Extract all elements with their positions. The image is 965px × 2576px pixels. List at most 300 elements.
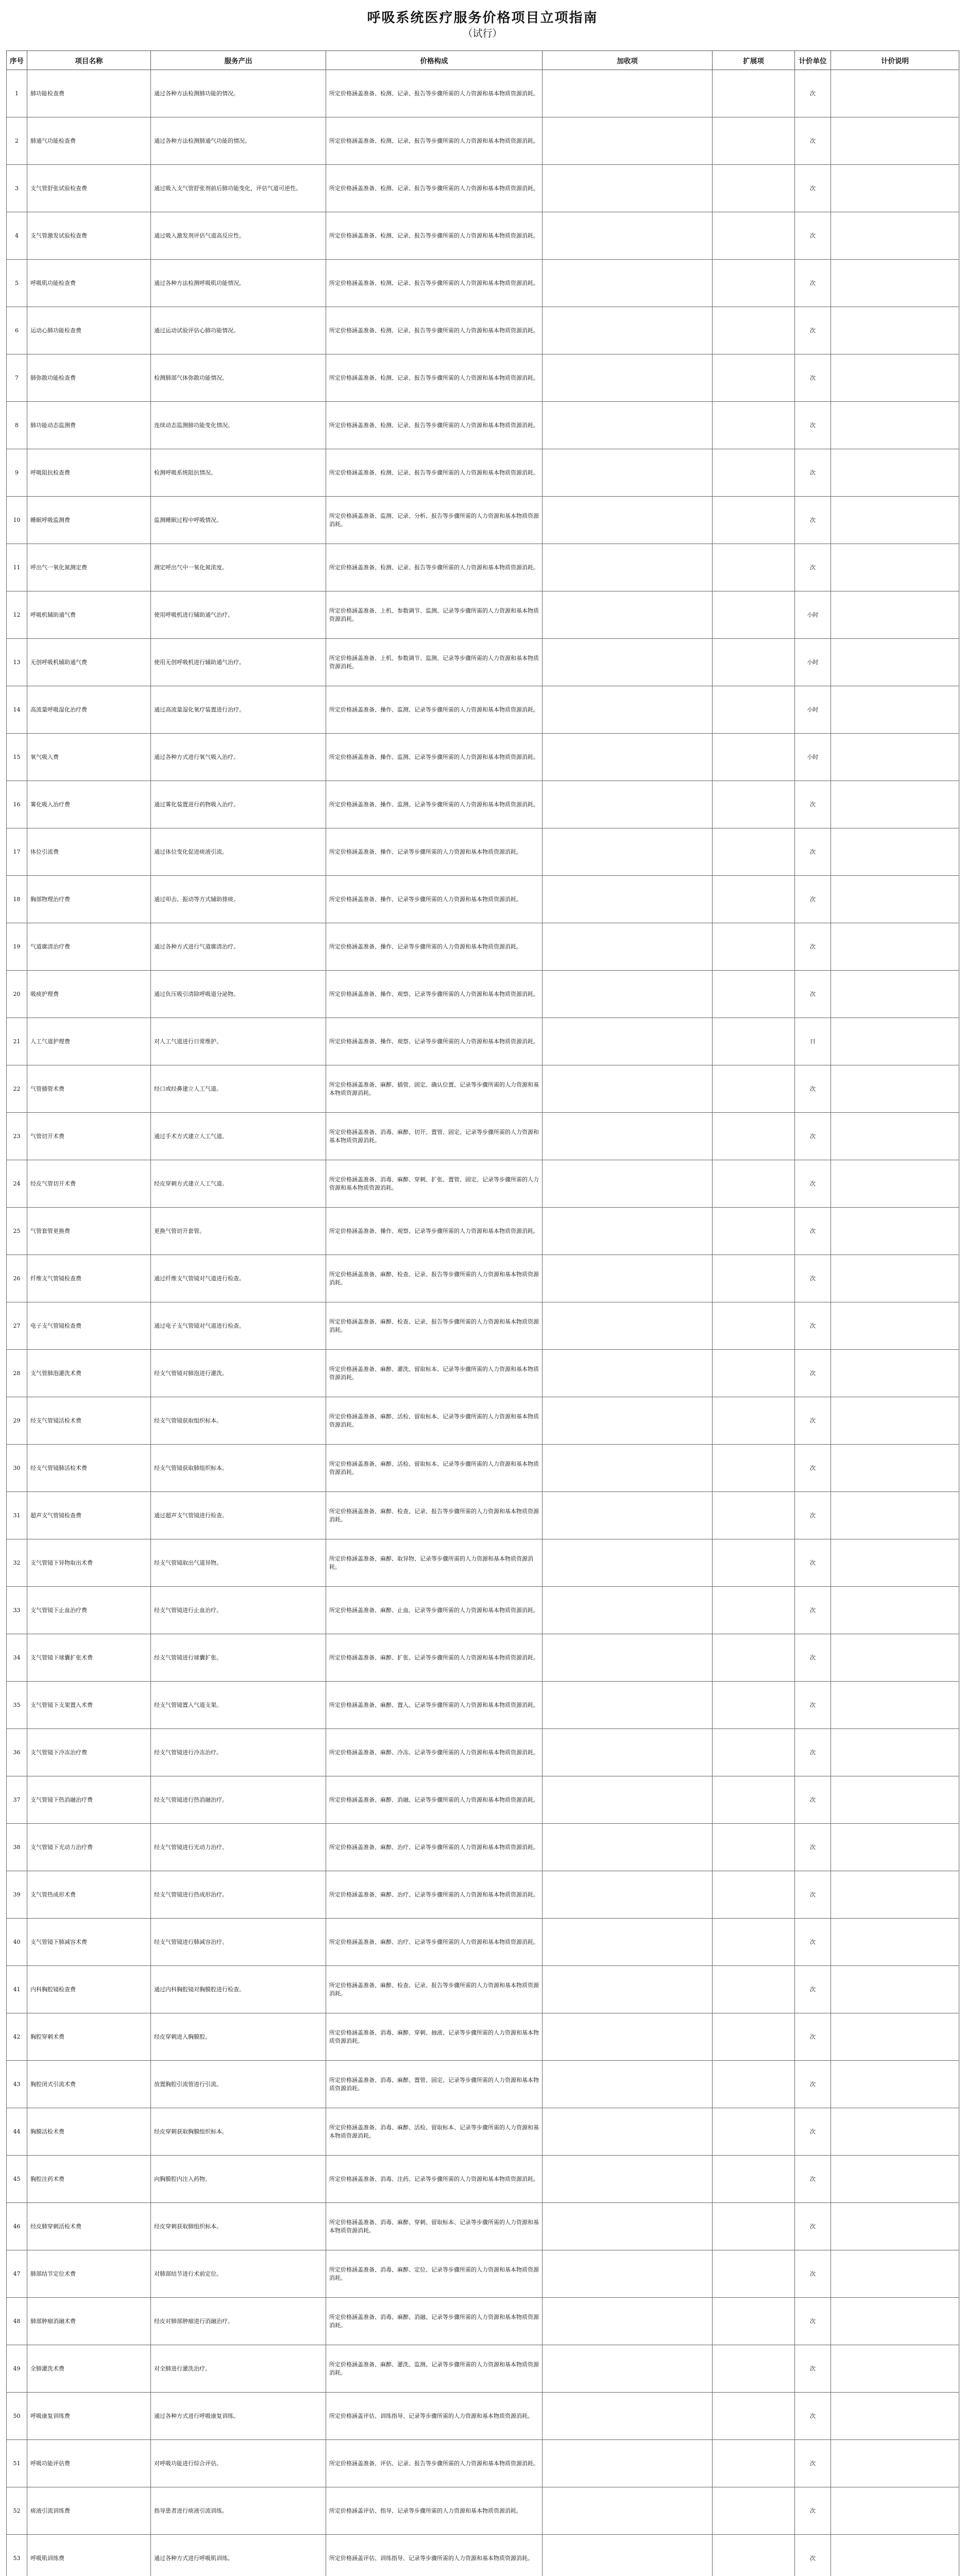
cell-pricing-note bbox=[831, 354, 959, 402]
cell-surcharge bbox=[543, 2487, 713, 2535]
cell-item-name: 呼出气一氧化氮测定费 bbox=[27, 544, 151, 591]
cell-item-name: 支气管镜下冷冻治疗费 bbox=[27, 1729, 151, 1776]
cell-item-name: 超声支气管镜检查费 bbox=[27, 1492, 151, 1539]
cell-pricing-note bbox=[831, 876, 959, 923]
cell-index: 33 bbox=[7, 1587, 27, 1634]
cell-extension bbox=[713, 2108, 795, 2156]
table-row bbox=[7, 971, 959, 1018]
cell-unit: 次 bbox=[795, 1682, 831, 1729]
cell-pricing-note bbox=[831, 734, 959, 781]
table-row bbox=[7, 1539, 959, 1587]
cell-extension bbox=[713, 2013, 795, 2061]
cell-pricing-note bbox=[831, 260, 959, 307]
table-row bbox=[7, 1966, 959, 2013]
cell-service-output: 通过各种方法检测肺功能的情况。 bbox=[151, 70, 326, 117]
cell-index: 2 bbox=[7, 117, 27, 165]
table-row bbox=[7, 2061, 959, 2108]
cell-surcharge bbox=[543, 1824, 713, 1871]
cell-extension bbox=[713, 70, 795, 117]
table-row bbox=[7, 2013, 959, 2061]
cell-surcharge bbox=[543, 1302, 713, 1350]
cell-service-output: 通过纤维支气管镜对气道进行检查。 bbox=[151, 1255, 326, 1302]
table-row bbox=[7, 1208, 959, 1255]
cell-extension bbox=[713, 1208, 795, 1255]
cell-index: 25 bbox=[7, 1208, 27, 1255]
cell-index: 6 bbox=[7, 307, 27, 354]
cell-surcharge bbox=[543, 971, 713, 1018]
cell-pricing-note bbox=[831, 1018, 959, 1065]
cell-unit: 小时 bbox=[795, 686, 831, 734]
cell-service-output: 放置胸腔引流管进行引流。 bbox=[151, 2061, 326, 2108]
cell-index: 15 bbox=[7, 734, 27, 781]
table-row bbox=[7, 2298, 959, 2345]
cell-item-name: 呼吸阻抗检查费 bbox=[27, 449, 151, 497]
cell-pricing-note bbox=[831, 2345, 959, 2393]
table-row bbox=[7, 1445, 959, 1492]
cell-service-output: 经支气管镜对肺泡进行灌洗。 bbox=[151, 1350, 326, 1397]
table-header-row bbox=[7, 51, 959, 70]
cell-extension bbox=[713, 971, 795, 1018]
cell-pricing-note bbox=[831, 1871, 959, 1919]
cell-service-output: 向胸膜腔内注入药物。 bbox=[151, 2156, 326, 2203]
cell-price-composition: 所定价格涵盖准备、消毒、麻醉、穿刺、留取标本、记录等步骤所需的人力资源和基本物质资源消耗。 bbox=[326, 2203, 543, 2250]
cell-item-name: 胸腔注药术费 bbox=[27, 2156, 151, 2203]
cell-surcharge bbox=[543, 1587, 713, 1634]
table-row bbox=[7, 1682, 959, 1729]
cell-pricing-note bbox=[831, 449, 959, 497]
table-row bbox=[7, 828, 959, 876]
cell-surcharge bbox=[543, 1160, 713, 1208]
cell-surcharge bbox=[543, 2061, 713, 2108]
cell-extension bbox=[713, 2487, 795, 2535]
table-row bbox=[7, 2440, 959, 2487]
cell-price-composition: 所定价格涵盖评估、指导、记录等步骤所需的人力资源和基本物质资源消耗。 bbox=[326, 2487, 543, 2535]
cell-service-output: 经支气管镜进行球囊扩张。 bbox=[151, 1634, 326, 1682]
cell-unit: 次 bbox=[795, 497, 831, 544]
cell-surcharge bbox=[543, 1208, 713, 1255]
cell-pricing-note bbox=[831, 591, 959, 639]
cell-unit: 次 bbox=[795, 2250, 831, 2298]
cell-pricing-note bbox=[831, 2535, 959, 2576]
cell-pricing-note bbox=[831, 1587, 959, 1634]
cell-extension bbox=[713, 449, 795, 497]
cell-surcharge bbox=[543, 260, 713, 307]
cell-price-composition: 所定价格涵盖准备、检测、记录、报告等步骤所需的人力资源和基本物质资源消耗。 bbox=[326, 544, 543, 591]
cell-surcharge bbox=[543, 1966, 713, 2013]
cell-price-composition: 所定价格涵盖准备、消毒、麻醉、切开、置管、固定、记录等步骤所需的人力资源和基本物质资源消耗。 bbox=[326, 1113, 543, 1160]
cell-item-name: 电子支气管镜检查费 bbox=[27, 1302, 151, 1350]
cell-surcharge bbox=[543, 117, 713, 165]
table-row bbox=[7, 307, 959, 354]
cell-service-output: 对肺部结节进行术前定位。 bbox=[151, 2250, 326, 2298]
table-row bbox=[7, 2203, 959, 2250]
cell-price-composition: 所定价格涵盖准备、监测、记录、分析、报告等步骤所需的人力资源和基本物质资源消耗。 bbox=[326, 497, 543, 544]
cell-surcharge bbox=[543, 1350, 713, 1397]
table-row bbox=[7, 923, 959, 971]
cell-extension bbox=[713, 1065, 795, 1113]
table-row bbox=[7, 1919, 959, 1966]
cell-extension bbox=[713, 923, 795, 971]
cell-unit: 次 bbox=[795, 544, 831, 591]
cell-extension bbox=[713, 1682, 795, 1729]
cell-extension bbox=[713, 2250, 795, 2298]
cell-item-name: 经皮肺穿刺活检术费 bbox=[27, 2203, 151, 2250]
cell-service-output: 测定呼出气中一氧化氮浓度。 bbox=[151, 544, 326, 591]
cell-pricing-note bbox=[831, 1634, 959, 1682]
cell-unit: 日 bbox=[795, 1018, 831, 1065]
cell-pricing-note bbox=[831, 1682, 959, 1729]
cell-surcharge bbox=[543, 1255, 713, 1302]
cell-index: 36 bbox=[7, 1729, 27, 1776]
cell-item-name: 支气管镜下球囊扩张术费 bbox=[27, 1634, 151, 1682]
cell-pricing-note bbox=[831, 1966, 959, 2013]
cell-service-output: 经支气管镜置入气道支架。 bbox=[151, 1682, 326, 1729]
cell-item-name: 呼吸康复训练费 bbox=[27, 2393, 151, 2440]
table-row bbox=[7, 686, 959, 734]
cell-pricing-note bbox=[831, 1113, 959, 1160]
cell-extension bbox=[713, 2345, 795, 2393]
cell-index: 20 bbox=[7, 971, 27, 1018]
cell-pricing-note bbox=[831, 2061, 959, 2108]
cell-index: 31 bbox=[7, 1492, 27, 1539]
cell-surcharge bbox=[543, 1492, 713, 1539]
cell-unit: 次 bbox=[795, 449, 831, 497]
cell-pricing-note bbox=[831, 686, 959, 734]
cell-unit: 次 bbox=[795, 1919, 831, 1966]
cell-extension bbox=[713, 1492, 795, 1539]
cell-extension bbox=[713, 1255, 795, 1302]
cell-surcharge bbox=[543, 449, 713, 497]
cell-pricing-note bbox=[831, 307, 959, 354]
cell-surcharge bbox=[543, 781, 713, 828]
cell-surcharge bbox=[543, 1776, 713, 1824]
cell-price-composition: 所定价格涵盖准备、消毒、注药、记录等步骤所需的人力资源和基本物质资源消耗。 bbox=[326, 2156, 543, 2203]
cell-item-name: 睡眠呼吸监测费 bbox=[27, 497, 151, 544]
cell-service-output: 对全肺进行灌洗治疗。 bbox=[151, 2345, 326, 2393]
cell-item-name: 经支气管镜肺活检术费 bbox=[27, 1445, 151, 1492]
cell-pricing-note bbox=[831, 212, 959, 260]
cell-price-composition: 所定价格涵盖准备、检测、记录、报告等步骤所需的人力资源和基本物质资源消耗。 bbox=[326, 70, 543, 117]
cell-index: 24 bbox=[7, 1160, 27, 1208]
cell-item-name: 肺部结节定位术费 bbox=[27, 2250, 151, 2298]
cell-extension bbox=[713, 1776, 795, 1824]
cell-service-output: 检测肺部气体弥散功能情况。 bbox=[151, 354, 326, 402]
cell-index: 13 bbox=[7, 639, 27, 686]
cell-item-name: 无创呼吸机辅助通气费 bbox=[27, 639, 151, 686]
cell-item-name: 吸痰护理费 bbox=[27, 971, 151, 1018]
cell-pricing-note bbox=[831, 1350, 959, 1397]
col-header-index: 序号 bbox=[7, 51, 27, 70]
col-header-item-name: 项目名称 bbox=[27, 51, 151, 70]
cell-surcharge bbox=[543, 1729, 713, 1776]
table-row bbox=[7, 544, 959, 591]
cell-unit: 次 bbox=[795, 781, 831, 828]
cell-index: 53 bbox=[7, 2535, 27, 2576]
col-header-service-output: 服务产出 bbox=[151, 51, 326, 70]
cell-price-composition: 所定价格涵盖准备、麻醉、灌洗、监测、记录等步骤所需的人力资源和基本物质资源消耗。 bbox=[326, 2345, 543, 2393]
cell-unit: 次 bbox=[795, 1587, 831, 1634]
cell-price-composition: 所定价格涵盖准备、检测、记录、报告等步骤所需的人力资源和基本物质资源消耗。 bbox=[326, 165, 543, 212]
cell-pricing-note bbox=[831, 1255, 959, 1302]
cell-extension bbox=[713, 165, 795, 212]
cell-extension bbox=[713, 260, 795, 307]
cell-price-composition: 所定价格涵盖准备、检测、记录、报告等步骤所需的人力资源和基本物质资源消耗。 bbox=[326, 212, 543, 260]
cell-service-output: 对呼吸功能进行综合评估。 bbox=[151, 2440, 326, 2487]
cell-item-name: 胸腔穿刺术费 bbox=[27, 2013, 151, 2061]
table-row bbox=[7, 1160, 959, 1208]
cell-item-name: 支气管镜下支架置入术费 bbox=[27, 1682, 151, 1729]
cell-index: 9 bbox=[7, 449, 27, 497]
cell-index: 26 bbox=[7, 1255, 27, 1302]
cell-pricing-note bbox=[831, 781, 959, 828]
cell-index: 23 bbox=[7, 1113, 27, 1160]
table-row bbox=[7, 449, 959, 497]
cell-service-output: 通过体位变化促进痰液引流。 bbox=[151, 828, 326, 876]
cell-surcharge bbox=[543, 591, 713, 639]
cell-price-composition: 所定价格涵盖准备、消毒、麻醉、定位、记录等步骤所需的人力资源和基本物质资源消耗。 bbox=[326, 2250, 543, 2298]
cell-extension bbox=[713, 734, 795, 781]
table-row bbox=[7, 497, 959, 544]
cell-price-composition: 所定价格涵盖准备、麻醉、置入、记录等步骤所需的人力资源和基本物质资源消耗。 bbox=[326, 1682, 543, 1729]
cell-item-name: 经支气管镜活检术费 bbox=[27, 1397, 151, 1445]
cell-index: 5 bbox=[7, 260, 27, 307]
cell-surcharge bbox=[543, 212, 713, 260]
table-row bbox=[7, 1302, 959, 1350]
cell-index: 3 bbox=[7, 165, 27, 212]
pricing-guide-table bbox=[6, 50, 959, 2576]
cell-pricing-note bbox=[831, 165, 959, 212]
cell-surcharge bbox=[543, 639, 713, 686]
cell-service-output: 通过运动试验评估心肺功能情况。 bbox=[151, 307, 326, 354]
cell-pricing-note bbox=[831, 2156, 959, 2203]
cell-surcharge bbox=[543, 2345, 713, 2393]
cell-unit: 次 bbox=[795, 2440, 831, 2487]
cell-extension bbox=[713, 354, 795, 402]
cell-service-output: 经皮穿刺方式建立人工气道。 bbox=[151, 1160, 326, 1208]
cell-index: 4 bbox=[7, 212, 27, 260]
cell-surcharge bbox=[543, 2535, 713, 2576]
table-row bbox=[7, 1018, 959, 1065]
cell-item-name: 痰液引流训练费 bbox=[27, 2487, 151, 2535]
cell-extension bbox=[713, 876, 795, 923]
table-row bbox=[7, 2345, 959, 2393]
cell-pricing-note bbox=[831, 1397, 959, 1445]
cell-extension bbox=[713, 1350, 795, 1397]
cell-index: 21 bbox=[7, 1018, 27, 1065]
table-row bbox=[7, 1113, 959, 1160]
cell-surcharge bbox=[543, 2298, 713, 2345]
cell-unit: 次 bbox=[795, 828, 831, 876]
cell-index: 30 bbox=[7, 1445, 27, 1492]
col-header-unit: 计价单位 bbox=[795, 51, 831, 70]
cell-service-output: 经皮对肺部肿瘤进行消融治疗。 bbox=[151, 2298, 326, 2345]
cell-index: 42 bbox=[7, 2013, 27, 2061]
cell-item-name: 支气管镜下热消融治疗费 bbox=[27, 1776, 151, 1824]
cell-item-name: 气道廓清治疗费 bbox=[27, 923, 151, 971]
cell-unit: 次 bbox=[795, 1113, 831, 1160]
cell-service-output: 通过各种方式进行呼吸肌训练。 bbox=[151, 2535, 326, 2576]
cell-item-name: 气管切开术费 bbox=[27, 1113, 151, 1160]
cell-extension bbox=[713, 1587, 795, 1634]
cell-price-composition: 所定价格涵盖准备、检测、记录、报告等步骤所需的人力资源和基本物质资源消耗。 bbox=[326, 307, 543, 354]
cell-index: 8 bbox=[7, 402, 27, 449]
table-row bbox=[7, 2393, 959, 2440]
cell-item-name: 呼吸机辅助通气费 bbox=[27, 591, 151, 639]
cell-item-name: 气管套管更换费 bbox=[27, 1208, 151, 1255]
table-row bbox=[7, 1634, 959, 1682]
cell-index: 11 bbox=[7, 544, 27, 591]
table-row bbox=[7, 1397, 959, 1445]
cell-unit: 次 bbox=[795, 1871, 831, 1919]
cell-price-composition: 所定价格涵盖准备、上机、参数调节、监测、记录等步骤所需的人力资源和基本物质资源消耗。 bbox=[326, 639, 543, 686]
cell-service-output: 经支气管镜进行光动力治疗。 bbox=[151, 1824, 326, 1871]
cell-service-output: 通过手术方式建立人工气道。 bbox=[151, 1113, 326, 1160]
cell-service-output: 使用呼吸机进行辅助通气治疗。 bbox=[151, 591, 326, 639]
cell-unit: 小时 bbox=[795, 639, 831, 686]
cell-surcharge bbox=[543, 354, 713, 402]
cell-service-output: 通过吸入支气管舒张剂前后肺功能变化，评估气道可逆性。 bbox=[151, 165, 326, 212]
cell-extension bbox=[713, 1018, 795, 1065]
table-row bbox=[7, 1729, 959, 1776]
cell-extension bbox=[713, 1824, 795, 1871]
cell-unit: 次 bbox=[795, 165, 831, 212]
cell-pricing-note bbox=[831, 971, 959, 1018]
cell-item-name: 支气管舒张试验检查费 bbox=[27, 165, 151, 212]
cell-index: 35 bbox=[7, 1682, 27, 1729]
cell-index: 47 bbox=[7, 2250, 27, 2298]
cell-index: 27 bbox=[7, 1302, 27, 1350]
cell-surcharge bbox=[543, 1539, 713, 1587]
cell-surcharge bbox=[543, 1113, 713, 1160]
cell-unit: 次 bbox=[795, 2535, 831, 2576]
table-row bbox=[7, 1587, 959, 1634]
cell-pricing-note bbox=[831, 1445, 959, 1492]
cell-surcharge bbox=[543, 2108, 713, 2156]
cell-surcharge bbox=[543, 2156, 713, 2203]
cell-service-output: 通过各种方法检测呼吸肌功能情况。 bbox=[151, 260, 326, 307]
cell-extension bbox=[713, 497, 795, 544]
cell-unit: 次 bbox=[795, 402, 831, 449]
table-row bbox=[7, 2250, 959, 2298]
cell-service-output: 通过各种方法检测肺通气功能的情况。 bbox=[151, 117, 326, 165]
table-row bbox=[7, 1824, 959, 1871]
cell-surcharge bbox=[543, 497, 713, 544]
cell-unit: 次 bbox=[795, 70, 831, 117]
cell-extension bbox=[713, 1919, 795, 1966]
cell-price-composition: 所定价格涵盖准备、麻醉、治疗、记录等步骤所需的人力资源和基本物质资源消耗。 bbox=[326, 1824, 543, 1871]
table-row bbox=[7, 1065, 959, 1113]
cell-pricing-note bbox=[831, 2013, 959, 2061]
cell-service-output: 经支气管镜进行止血治疗。 bbox=[151, 1587, 326, 1634]
cell-unit: 次 bbox=[795, 2156, 831, 2203]
cell-index: 29 bbox=[7, 1397, 27, 1445]
cell-pricing-note bbox=[831, 402, 959, 449]
cell-service-output: 通过各种方式进行氧气吸入治疗。 bbox=[151, 734, 326, 781]
cell-item-name: 肺功能检查费 bbox=[27, 70, 151, 117]
cell-price-composition: 所定价格涵盖准备、麻醉、检查、记录、报告等步骤所需的人力资源和基本物质资源消耗。 bbox=[326, 1492, 543, 1539]
cell-index: 32 bbox=[7, 1539, 27, 1587]
cell-service-output: 通过吸入激发剂评估气道高反应性。 bbox=[151, 212, 326, 260]
cell-extension bbox=[713, 1871, 795, 1919]
cell-item-name: 支气管肺泡灌洗术费 bbox=[27, 1350, 151, 1397]
cell-surcharge bbox=[543, 2440, 713, 2487]
cell-surcharge bbox=[543, 923, 713, 971]
cell-unit: 次 bbox=[795, 876, 831, 923]
cell-index: 39 bbox=[7, 1871, 27, 1919]
cell-pricing-note bbox=[831, 1824, 959, 1871]
cell-unit: 次 bbox=[795, 117, 831, 165]
cell-extension bbox=[713, 1160, 795, 1208]
cell-index: 52 bbox=[7, 2487, 27, 2535]
cell-pricing-note bbox=[831, 1492, 959, 1539]
cell-index: 44 bbox=[7, 2108, 27, 2156]
cell-pricing-note bbox=[831, 2203, 959, 2250]
cell-extension bbox=[713, 828, 795, 876]
col-header-price-composition: 价格构成 bbox=[326, 51, 543, 70]
cell-item-name: 呼吸肌训练费 bbox=[27, 2535, 151, 2576]
cell-index: 19 bbox=[7, 923, 27, 971]
cell-pricing-note bbox=[831, 2487, 959, 2535]
cell-index: 34 bbox=[7, 1634, 27, 1682]
cell-pricing-note bbox=[831, 1919, 959, 1966]
cell-item-name: 气管插管术费 bbox=[27, 1065, 151, 1113]
cell-index: 45 bbox=[7, 2156, 27, 2203]
cell-extension bbox=[713, 591, 795, 639]
cell-pricing-note bbox=[831, 497, 959, 544]
cell-price-composition: 所定价格涵盖准备、麻醉、冷冻、记录等步骤所需的人力资源和基本物质资源消耗。 bbox=[326, 1729, 543, 1776]
cell-service-output: 通过负压吸引清除呼吸道分泌物。 bbox=[151, 971, 326, 1018]
cell-item-name: 胸膜活检术费 bbox=[27, 2108, 151, 2156]
cell-surcharge bbox=[543, 876, 713, 923]
document-subtitle: （试行） bbox=[463, 28, 502, 39]
cell-price-composition: 所定价格涵盖准备、检测、记录、报告等步骤所需的人力资源和基本物质资源消耗。 bbox=[326, 402, 543, 449]
cell-price-composition: 所定价格涵盖准备、麻醉、消融、记录等步骤所需的人力资源和基本物质资源消耗。 bbox=[326, 1776, 543, 1824]
cell-price-composition: 所定价格涵盖准备、操作、记录等步骤所需的人力资源和基本物质资源消耗。 bbox=[326, 876, 543, 923]
cell-pricing-note bbox=[831, 828, 959, 876]
cell-unit: 次 bbox=[795, 923, 831, 971]
cell-unit: 次 bbox=[795, 1824, 831, 1871]
cell-unit: 次 bbox=[795, 2013, 831, 2061]
cell-price-composition: 所定价格涵盖准备、操作、观察、记录等步骤所需的人力资源和基本物质资源消耗。 bbox=[326, 1018, 543, 1065]
cell-price-composition: 所定价格涵盖准备、检测、记录、报告等步骤所需的人力资源和基本物质资源消耗。 bbox=[326, 117, 543, 165]
cell-index: 22 bbox=[7, 1065, 27, 1113]
cell-extension bbox=[713, 1729, 795, 1776]
cell-service-output: 通过电子支气管镜对气道进行检查。 bbox=[151, 1302, 326, 1350]
cell-unit: 次 bbox=[795, 354, 831, 402]
cell-service-output: 通过雾化装置进行药物吸入治疗。 bbox=[151, 781, 326, 828]
cell-service-output: 通过超声支气管镜进行检查。 bbox=[151, 1492, 326, 1539]
cell-price-composition: 所定价格涵盖准备、麻醉、治疗、记录等步骤所需的人力资源和基本物质资源消耗。 bbox=[326, 1919, 543, 1966]
cell-unit: 次 bbox=[795, 2108, 831, 2156]
cell-extension bbox=[713, 1539, 795, 1587]
cell-surcharge bbox=[543, 165, 713, 212]
table-row bbox=[7, 2487, 959, 2535]
cell-index: 38 bbox=[7, 1824, 27, 1871]
cell-unit: 次 bbox=[795, 1776, 831, 1824]
cell-pricing-note bbox=[831, 1776, 959, 1824]
cell-unit: 次 bbox=[795, 2393, 831, 2440]
cell-index: 49 bbox=[7, 2345, 27, 2393]
cell-unit: 次 bbox=[795, 1445, 831, 1492]
cell-extension bbox=[713, 1397, 795, 1445]
cell-unit: 小时 bbox=[795, 734, 831, 781]
cell-service-output: 经皮穿刺获取肺组织标本。 bbox=[151, 2203, 326, 2250]
table-row bbox=[7, 1871, 959, 1919]
cell-service-output: 经支气管镜获取肺组织标本。 bbox=[151, 1445, 326, 1492]
cell-surcharge bbox=[543, 686, 713, 734]
cell-pricing-note bbox=[831, 1208, 959, 1255]
cell-surcharge bbox=[543, 1634, 713, 1682]
